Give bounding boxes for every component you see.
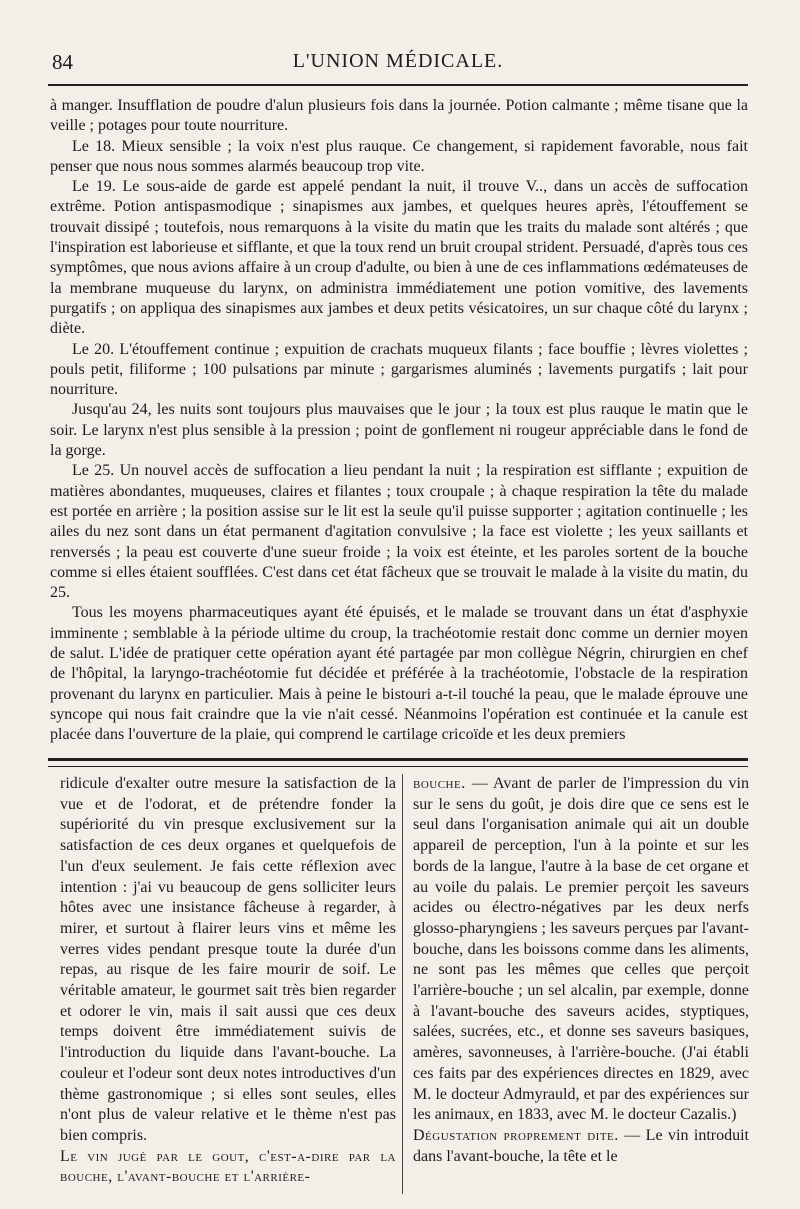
article-paragraph: Le 18. Mieux sensible ; la voix n'est plus rauque. Ce changement, si rapidement favorable, nous fait penser que nous nous sommes alarmés beaucoup trop vite. [50, 137, 748, 175]
section-heading: Le vin jugé par le gout, c'est-a-dire par la bouche, l'avant-bouche et l'arrière- [60, 1147, 396, 1186]
header-rule [48, 84, 748, 86]
feuilleton-paragraph: ridicule d'exalter outre mesure la satisfaction de la vue et de l'odorat, et de prétendre fonder la supériorité du vin presque exclusivement sur la satisfaction de ces deux organes et quelquefois de l'un d'eux seulement. Je fais cette réflexion avec intention : j'ai vu beaucoup de gens solliciter leurs hôtes avec une insistance fâcheuse à regarder, à mirer, et surtout à flairer leurs vins et même les verres vides pendant presque toute la durée d'un repas, au risque de les faire mourir de soif. Le véritable amateur, le gourmet sait très bien regarder et odorer le vin, mais il sait aussi que ces deux temps doivent être immédiatement suivis de l'introduction du liquide dans l'avant-bouche. La couleur et l'odeur sont deux notes introductives d'un thème gastronomique ; si elles sont seules, elles n'ont plus de valeur relative et le thème n'est pas bien compris. [60, 775, 396, 1144]
running-head [48, 50, 748, 80]
section-heading-continued: bouche. [413, 775, 466, 792]
feuilleton-right-column [413, 774, 749, 1167]
feuilleton-separator-rule [48, 758, 748, 767]
main-article-text [50, 96, 748, 746]
article-paragraph: Le 25. Un nouvel accès de suffocation a lieu pendant la nuit ; la respiration est sifflante ; expuition de matières abondantes, muqueuses, claires et filantes ; toux croupale ; à chaque respiration la tête du malade est portée en arrière ; la position assise sur le lit est la seule qu'il puisse supporter ; agitation continuelle ; les ailes du nez sont dans un état permanent d'agitation convulsive ; la face est violette ; les yeux saillants et renversés ; la peau est couverte d'une sueur froide ; la voix est éteinte, et les paroles sortent de la bouche comme si elles étaient soufflées. C'est dans cet état fâcheux que se trouvait le malade à la visite du matin, du 25. [50, 462, 748, 602]
column-divider [402, 774, 403, 1194]
article-paragraph: à manger. Insufflation de poudre d'alun plusieurs fois dans la journée. Potion calmante ; même tisane que la veille ; potages pour toute nourriture. [50, 97, 748, 135]
article-paragraph: Le 20. L'étouffement continue ; expuition de crachats muqueux filants ; face bouffie ; lèvres violettes ; pouls petit, filiforme ; 100 pulsations par minute ; gargarismes aluminés ; lavements purgatifs ; lait pour nourriture. [50, 340, 748, 399]
feuilleton-paragraph: — Le vin introduit dans l'avant-bouche, la tête et le [413, 1126, 749, 1165]
feuilleton-paragraph: — Avant de parler de l'impression du vin sur le sens du goût, je dois dire que ce sens est le seul dans l'organisation animale qui ait un double appareil de perception, l'un à la pointe et sur les bords de la langue, l'autre à la base de cet organe et au voile du palais. Le premier perçoit les saveurs acides ou électro-négatives par les deux nerfs glosso-pharyngiens ; les saveurs perçues par l'avant-bouche, dans les boissons comme dans les aliments, ne sont pas les mêmes que celles que perçoit l'arrière-bouche ; un sel alcalin, par exemple, donne à l'avant-bouche des saveurs acides, styptiques, salées, sucrées, etc., et donne ses saveurs basiques, amères, savonneuses, à l'arrière-bouche. (J'ai établi ces faits par des expériences directes en 1829, avec M. le docteur Admyrauld, et par des expériences sur les animaux, en 1833, avec M. le docteur Cazalis.) [413, 775, 750, 1124]
article-paragraph: Jusqu'au 24, les nuits sont toujours plus mauvaises que le jour ; la toux est plus rauque le matin que le soir. Le larynx n'est plus sensible à la pression ; point de gonflement ni rougeur appréciable dans le fond de la gorge. [50, 401, 748, 460]
section-heading: Dégustation proprement dite. [413, 1126, 619, 1144]
page-number: 84 [52, 50, 73, 74]
journal-title: L'UNION MÉDICALE. [292, 50, 504, 72]
feuilleton-left-column [60, 774, 396, 1188]
article-paragraph: Le 19. Le sous-aide de garde est appelé pendant la nuit, il trouve V.., dans un accès de suffocation extrême. Potion antispasmodique ; sinapismes aux jambes, et quelques heures après, l'étouffement se trouvait dissipé ; toutefois, nous remarquons à la visite du matin que les traits du malade sont altérés ; que l'inspiration est laborieuse et sifflante, et que la toux rend un bruit croupal strident. Persuadé, d'après tous ces symptômes, que nous avions affaire à un croup d'adulte, ou bien à une de ces inflammations œdémateuses de la membrane muqueuse du larynx, on administra immédiatement une potion vomitive, des lavements purgatifs ; on appliqua des sinapismes aux jambes et deux petits vésicatoires, un sur chaque côté du larynx ; diète. [50, 178, 748, 338]
article-paragraph: Tous les moyens pharmaceutiques ayant été épuisés, et le malade se trouvant dans un état d'asphyxie imminente ; semblable à la période ultime du croup, la trachéotomie restait donc comme un dernier moyen de salut. L'idée de pratiquer cette opération ayant été partagée par mon collègue Négrin, chirurgien en chef de l'hôpital, la laryngo-trachéotomie fut décidée et préférée à la trachéotomie, l'obstacle de la respiration provenant du larynx en particulier. Mais à peine le bistouri a-t-il touché la peau, que le malade éprouve une syncope qui nous fait craindre que la vie n'ait cessé. Néanmoins l'opération est continuée et la canule est placée dans l'ouverture de la plaie, qui comprend le cartilage cricoïde et les deux premiers [50, 604, 748, 744]
